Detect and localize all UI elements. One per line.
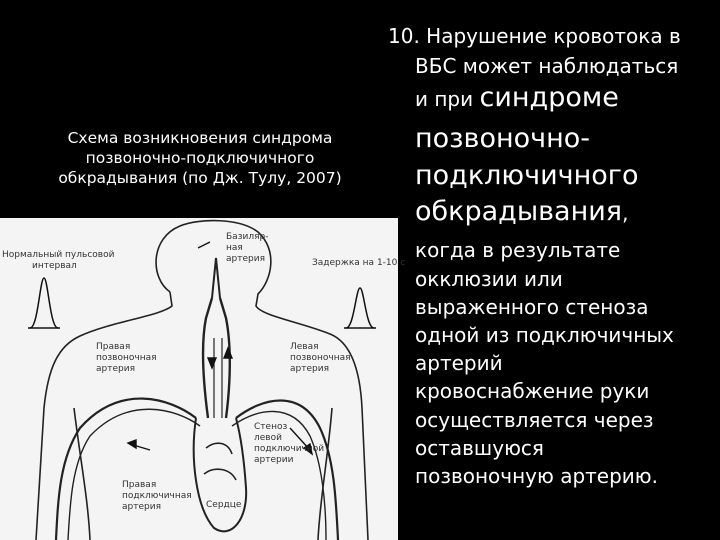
heart-outline (194, 418, 246, 531)
text-line: кровоснабжение руки (415, 379, 650, 403)
text-line: позвоночную артерию. (415, 464, 658, 488)
text-line: осуществляется через (415, 408, 654, 432)
anatomy-diagram (0, 218, 406, 540)
label-normal-pulse: Нормальный пульсовой интервал (2, 250, 115, 271)
flow-arrow-icon (208, 358, 216, 368)
text-line: позвоночно- (415, 123, 590, 154)
label-basilar-artery: Базиляр- ная артерия (226, 232, 269, 264)
text-line: 10. Нарушение кровотока в (388, 24, 681, 48)
text-line: подключичного (415, 160, 639, 191)
text-line: окклюзии или (415, 267, 563, 291)
label-left-vertebral: Левая позвоночная артерия (290, 342, 351, 374)
text-line-mixed: и при синдроме (415, 82, 619, 113)
text-line: когда в результате (415, 238, 621, 262)
label-heart: Сердце (206, 500, 242, 510)
caption-line: позвоночно-подключичного (85, 149, 315, 167)
caption-line: обкрадывания (по Дж. Тулу, 2007) (58, 169, 342, 187)
label-delay: Задержка на 1-10 с (312, 258, 406, 268)
text-line: артерий (415, 351, 503, 375)
text-line: одной из подключичных (415, 323, 674, 347)
figure-caption (0, 128, 400, 188)
text-line: выраженного стеноза (415, 295, 649, 319)
caption-line: Схема возникновения синдрома (67, 129, 333, 147)
pulse-wave-right (346, 288, 374, 328)
label-right-subclavian: Правая подключичная артерия (122, 480, 192, 512)
text-line: оставшуюся (415, 436, 544, 460)
text-line-mixed: обкрадывания, (415, 196, 629, 227)
pulse-wave-left (30, 278, 58, 328)
text-line: ВБС может наблюдаться (415, 54, 679, 78)
flow-arrow-icon (128, 440, 136, 448)
label-stenosis: Стеноз левой подключичной артерии (254, 422, 325, 465)
label-right-vertebral: Правая позвоночная артерия (96, 342, 157, 374)
